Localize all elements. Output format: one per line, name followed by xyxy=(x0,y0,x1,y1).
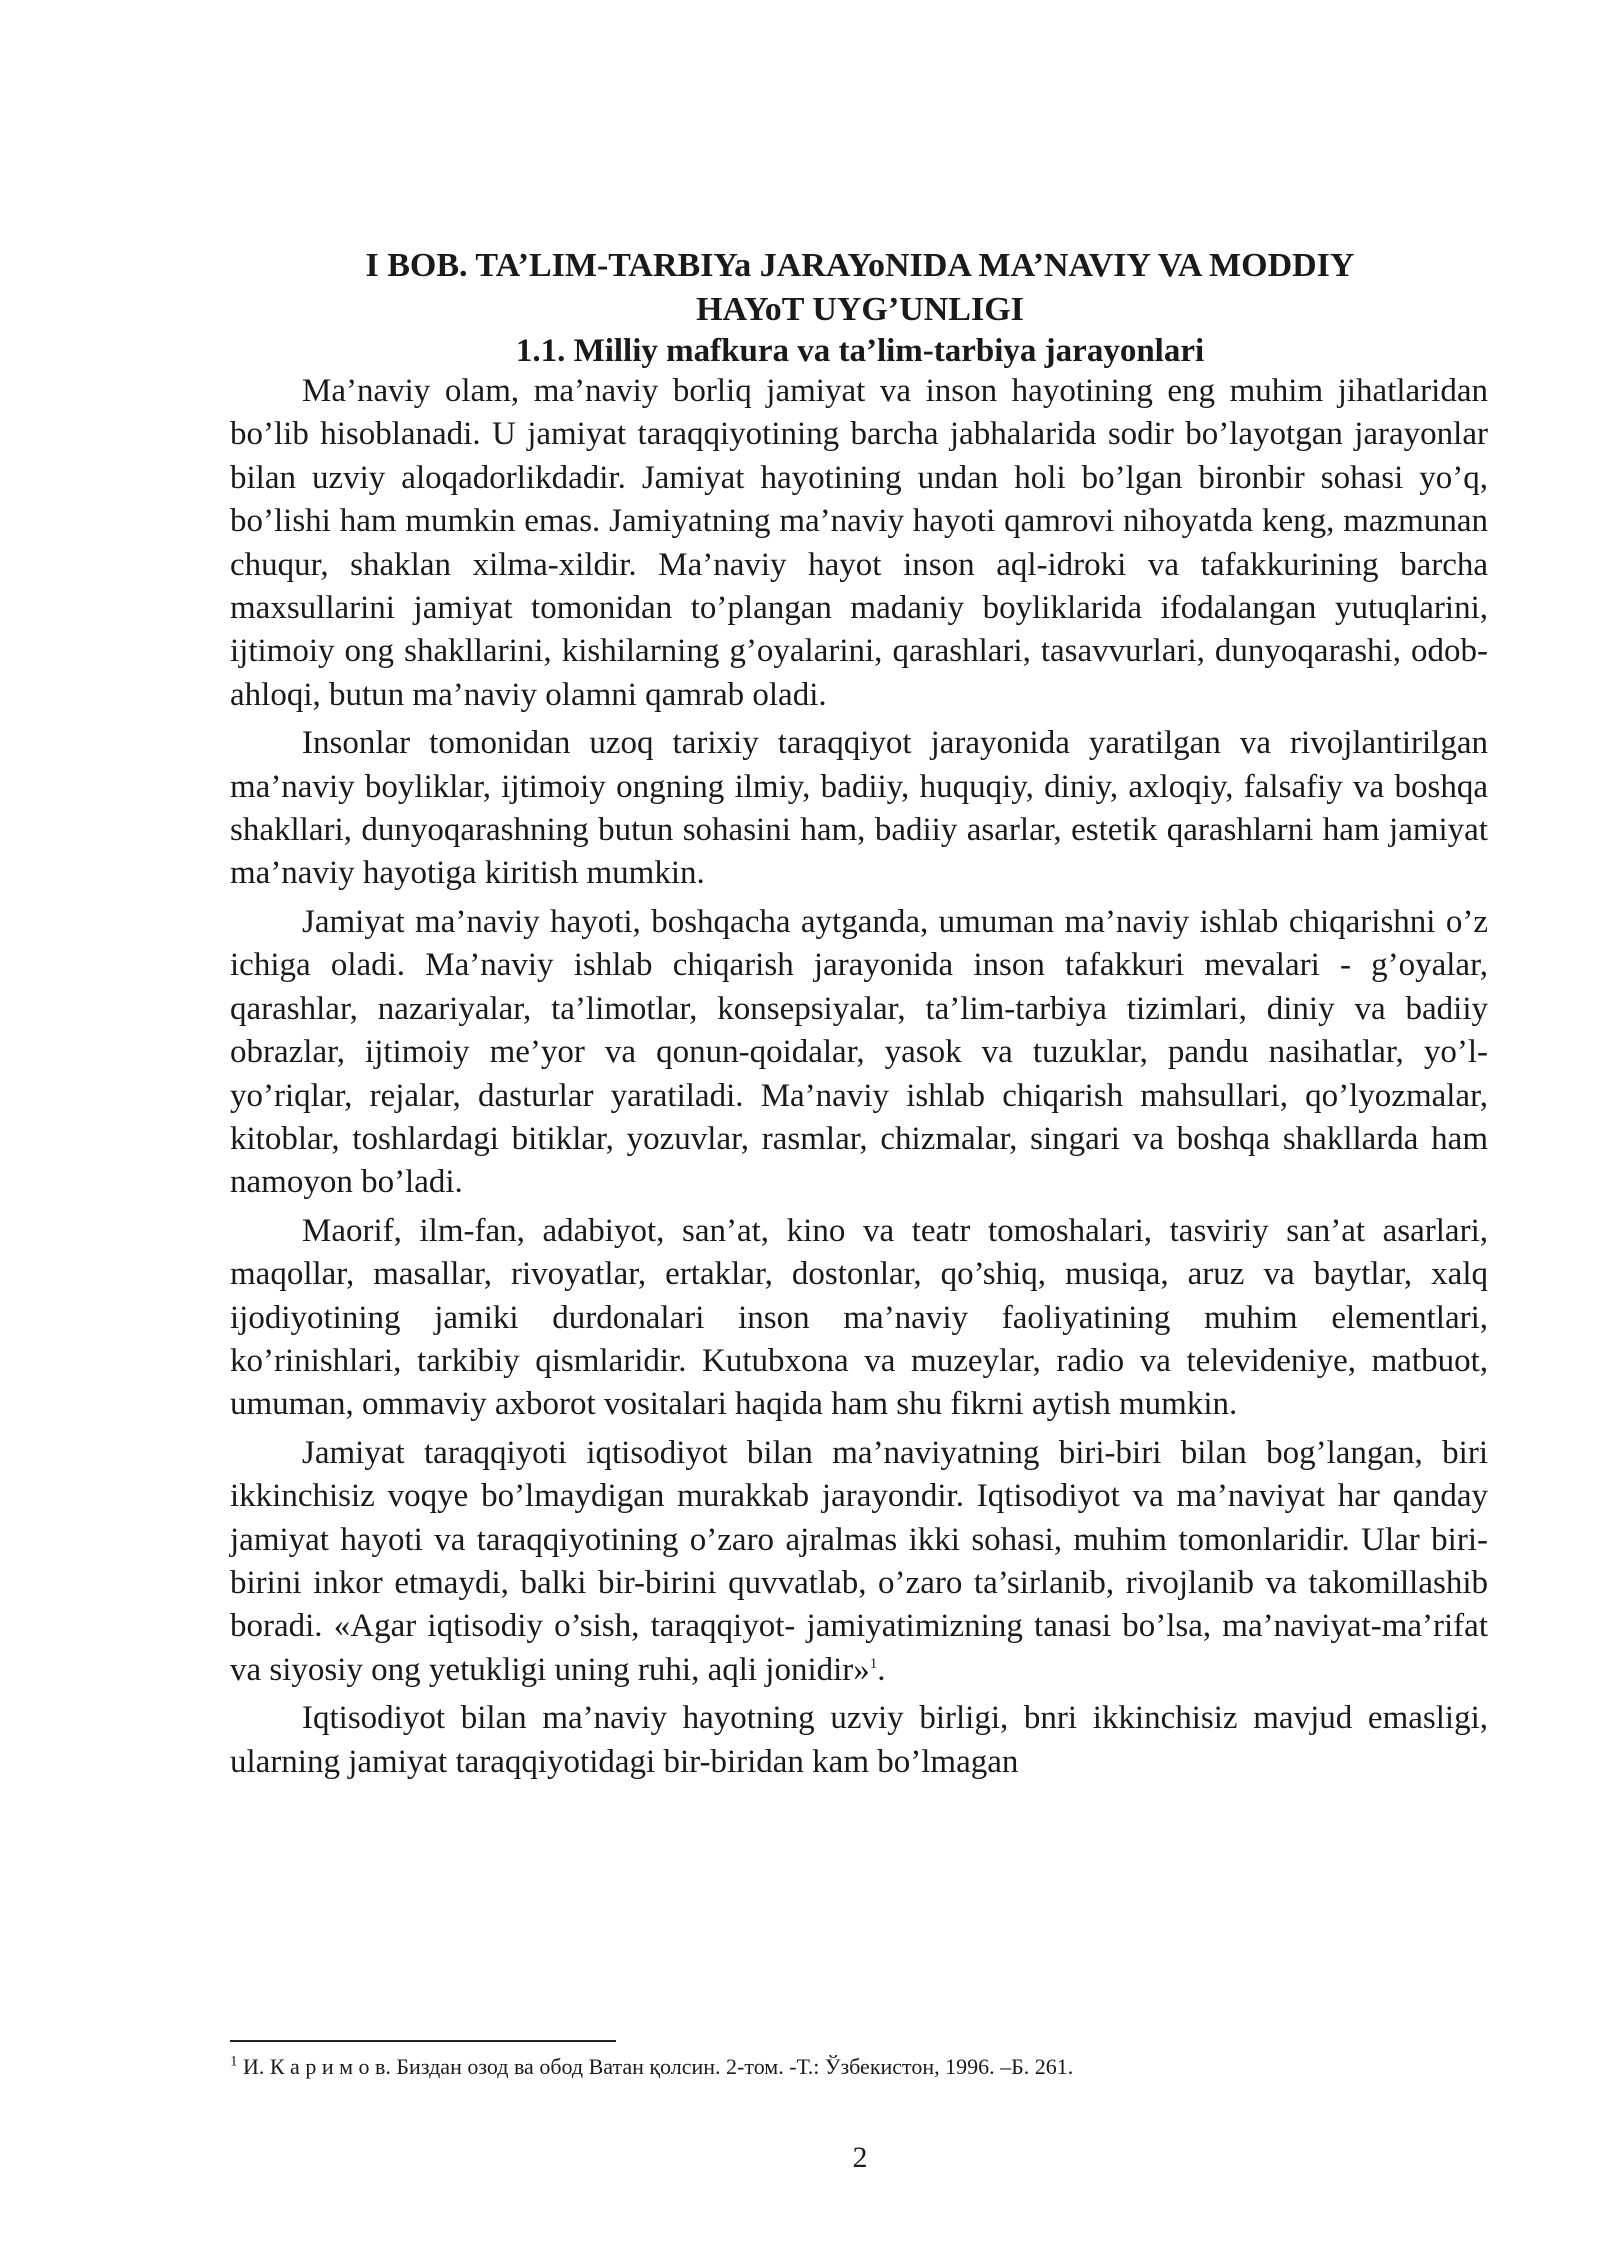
paragraph-end-period: . xyxy=(877,1651,886,1688)
paragraph: Jamiyat ma’naviy hayoti, boshqacha aytganda, umuman ma’naviy ishlab chiqarishni o’z ichiga oladi. Ma’naviy ishlab chiqarish jarayonida inson tafakkuri mevalari - g’oyalar, qarashlar, nazariyalar, ta’limotlar, konsepsiyalar, ta’lim-tarbiya tizimlari, diniy va badiiy obrazlar, ijtimoiy me’yor va qonun-qoidalar, yasok va tuzuklar, pandu nasihatlar, yo’l-yo’riqlar, rejalar, dasturlar yaratiladi. Ma’naviy ishlab chiqarish mahsullari, qo’lyozmalar, kitoblar, toshlardagi bitiklar, yozuvlar, rasmlar, chizmalar, singari va boshqa shakllarda ham namoyon bo’ladi. xyxy=(230,903,1488,1201)
page-number: 2 xyxy=(852,2141,868,2174)
chapter-title-line-2: HAYoT UYG’UNLIGI xyxy=(696,291,1024,328)
footnote-text: И. К а р и м о в. Биздан озод ва обод Ватан қолсин. 2-том. -Т.: Ўзбекистон, 1996. –Б. 261. xyxy=(243,2054,1074,2079)
footnote xyxy=(230,2052,1490,2082)
paragraph-text: Jamiyat taraqqiyoti iqtisodiyot bilan ma’naviyatning biri-biri bilan bog’langan, biri ikkinchisiz voqye bo’lmaydigan murakkab jarayondir. Iqtisodiyot va ma’naviyat har qanday jamiyat hayoti va taraqqiyotining o’zaro ajralmas ikki sohasi, muhim tomonlaridir. Ular biri-birini inkor etmaydi, balki bir-birini quvvatlab, o’zaro ta’sirlanib, rivojlanib va takomillashib boradi. «Agar iqtisodiy o’sish, taraqqiyot- jamiyatimizning tanasi bo’lsa, ma’naviyat-ma’rifat va siyosiy ong yetukligi uning ruhi, aqli jonidir» xyxy=(230,1434,1488,1688)
paragraph: Insonlar tomonidan uzoq tarixiy taraqqiyot jarayonida yaratilgan va rivojlantirilgan ma’naviy boyliklar, ijtimoiy ongning ilmiy, badiiy, huquqiy, diniy, axloqiy, falsafiy va boshqa shakllari, dunyoqarashning butun sohasini ham, badiiy asarlar, estetik qarashlarni ham jamiyat ma’naviy hayotiga kiritish mumkin. xyxy=(230,725,1488,892)
footnote-reference[interactable]: 1 xyxy=(869,1655,878,1672)
paragraph: Iqtisodiyot bilan ma’naviy hayotning uzviy birligi, bnri ikkinchisiz mavjud emasligi, ularning jamiyat taraqqiyotidagi bir-biridan kam bo’lmagan xyxy=(230,1700,1488,1780)
body-text xyxy=(230,370,1488,1789)
paragraph: Ma’naviy olam, ma’naviy borliq jamiyat va inson hayotining eng muhim jihatlaridan bo’lib hisoblanadi. U jamiyat taraqqiyotining barcha jabhalarida sodir bo’layotgan jarayonlar bilan uzviy aloqadorlikdadir. Jamiyat hayotining undan holi bo’lgan bironbir sohasi yo’q, bo’lishi ham mumkin emas. Jamiyatning ma’naviy hayoti qamrovi nihoyatda keng, mazmunan chuqur, shaklan xilma-xildir. Ma’naviy hayot inson aql-idroki va tafakkurining barcha maxsullarini jamiyat tomonidan to’plangan madaniy boyliklarida ifodalangan yutuqlarini, ijtimoiy ong shakllarini, kishilarning g’oyalarini, qarashlari, tasavvurlari, dunyoqarashi, odob-ahloqi, butun ma’naviy olamni qamrab oladi. xyxy=(230,373,1488,713)
paragraph: Maorif, ilm-fan, adabiyot, san’at, kino va teatr tomoshalari, tasviriy san’at asarlari, maqollar, masallar, rivoyatlar, ertaklar, dostonlar, qo’shiq, musiqa, aruz va baytlar, xalq ijodiyotining jamiki durdonalari inson ma’naviy faoliyatining muhim elementlari, ko’rinishlari, tarkibiy qismlaridir. Kutubxona va muzeylar, radio va televideniye, matbuot, umuman, ommaviy axborot vositalari haqida ham shu fikrni aytish mumkin. xyxy=(230,1212,1488,1423)
chapter-title-line-1: I BOB. TA’LIM-TARBIYa JARAYoNIDA MA’NAVIY VA MODDIY xyxy=(365,247,1355,284)
footnote-divider xyxy=(230,2040,616,2042)
paragraph-with-footnote xyxy=(230,1432,1488,1692)
footnote-mark: 1 xyxy=(230,2053,238,2070)
chapter-title xyxy=(230,244,1490,332)
section-title: 1.1. Milliy mafkura va ta’lim-tarbiya jarayonlari xyxy=(515,333,1205,369)
